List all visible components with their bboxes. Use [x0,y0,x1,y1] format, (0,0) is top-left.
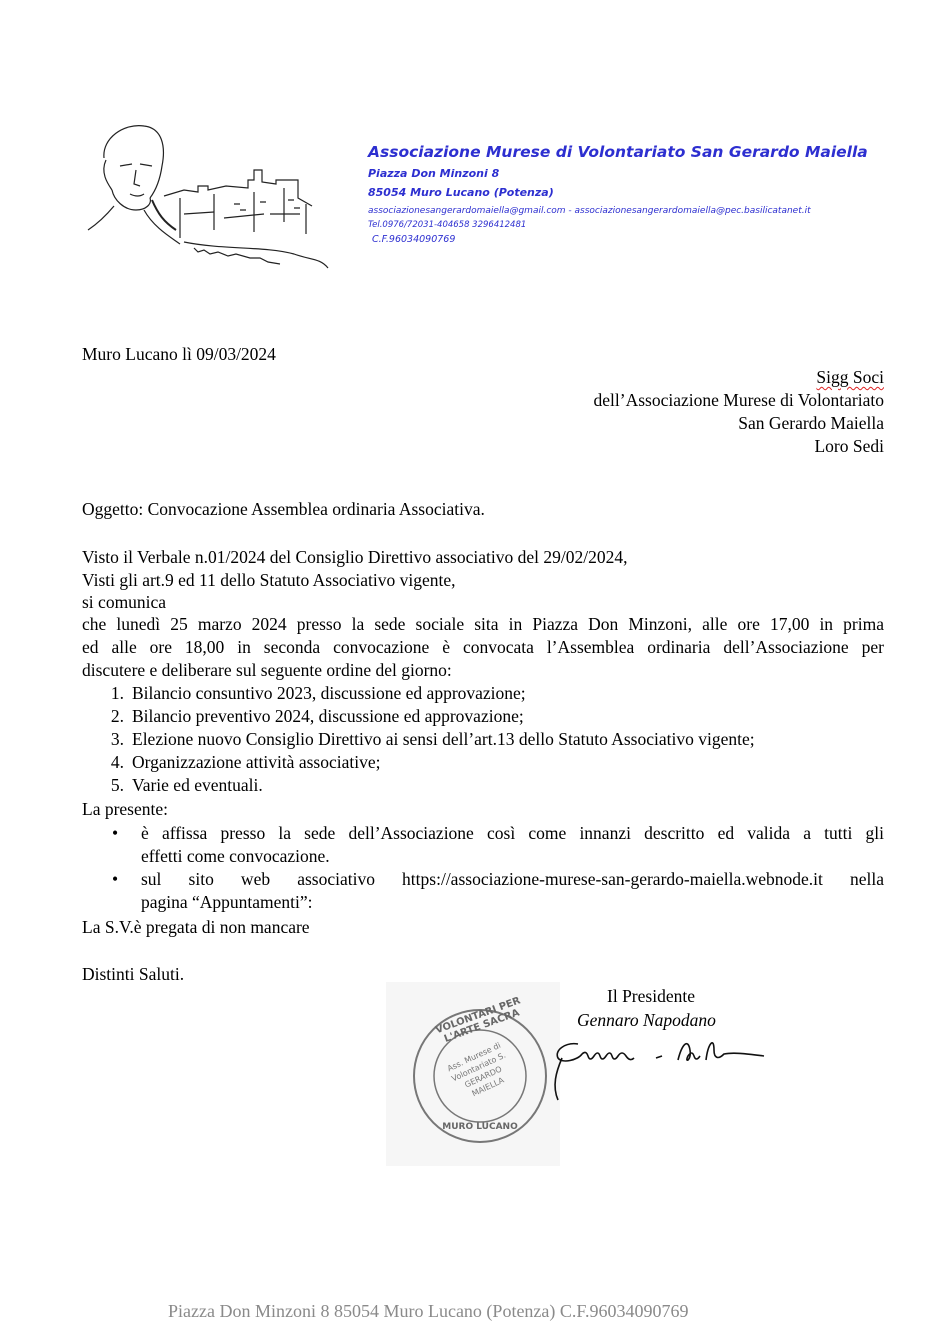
stamp-seal [410,995,550,1146]
place-date: Muro Lucano lì 09/03/2024 [82,344,276,364]
body-line: Visto il Verbale n.01/2024 del Consiglio Direttivo associativo del 29/02/2024, [82,547,628,567]
agenda-item: 1. Bilancio consuntivo 2023, discussione ed approvazione; [110,683,526,703]
org-phones: Tel.0976/72031-404658 3296412481 [368,220,527,230]
closing-line: La S.V.è pregata di non mancare [82,917,310,937]
bullet-line: pagina “Appuntamenti”: [141,892,313,912]
agenda-item: 3. Elezione nuovo Consiglio Direttivo ai sensi dell’art.13 dello Statuto Associativo vigente; [110,729,755,749]
footer-address: Piazza Don Minzoni 8 85054 Muro Lucano (Potenza) C.F.96034090769 [168,1301,689,1321]
handwritten-signature [548,1024,774,1108]
recipient-line: Loro Sedi [814,436,884,456]
org-tax-code: C.F.96034090769 [372,234,456,245]
body-line: ed alle ore 18,00 in seconda convocazione è convocata l’Assemblea ordinaria dell’Associazione per [82,637,884,657]
la-presente-label: La presente: [82,799,168,819]
stamp-bottom-text: MURO LUCANO [442,1122,518,1132]
bullet-icon: • [112,823,119,843]
bullet-line: effetti come convocazione. [141,846,330,866]
stamp-ring-text: VOLONTARI PER L'ARTE SACRA [434,995,523,1045]
recipient-block [460,366,884,458]
bullet-line: sul sito web associativo https://associazione-murese-san-gerardo-maiella.webnode.it nella [141,869,884,889]
org-name: Associazione Murese di Volontariato San Gerardo Maiella [368,143,868,161]
bullet-icon: • [112,869,119,889]
stamp-inner-text: Ass. Murese di Volontariato S. GERARDO MAIELLA [445,1040,508,1099]
bullet-line: è affissa presso la sede dell’Associazione così come innanzi descritto ed valida a tutti gli [141,823,884,843]
signature-title: Il Presidente [607,986,695,1006]
body-line: discutere e deliberare sul seguente ordine del giorno: [82,660,452,680]
org-address-line2: 85054 Muro Lucano (Potenza) [368,186,554,199]
agenda-item: 4. Organizzazione attività associative; [110,752,381,772]
recipient-line: Sigg Soci [816,367,884,387]
org-emails: associazionesangerardomaiella@gmail.com - associazionesangerardomaiella@pec.basilicatanet.it [368,206,811,216]
agenda-item: 2. Bilancio preventivo 2024, discussione ed approvazione; [110,706,524,726]
recipient-line: dell’Associazione Murese di Volontariato [593,390,884,410]
subject-line: Oggetto: Convocazione Assemblea ordinaria Associativa. [82,499,485,519]
recipient-line: San Gerardo Maiella [738,413,884,433]
org-address-line1: Piazza Don Minzoni 8 [368,167,500,180]
body-line: si comunica [82,592,167,612]
signature-name: Gennaro Napodano [577,1010,716,1030]
body-line: che lunedì 25 marzo 2024 presso la sede sociale sita in Piazza Don Minzoni, alle ore 17,00 in prima [82,614,884,634]
greeting: Distinti Saluti. [82,964,185,984]
logo-sketch [84,118,344,274]
agenda-item: 5. Varie ed eventuali. [110,775,263,795]
body-line: Visti gli art.9 ed 11 dello Statuto Associativo vigente, [82,570,456,590]
